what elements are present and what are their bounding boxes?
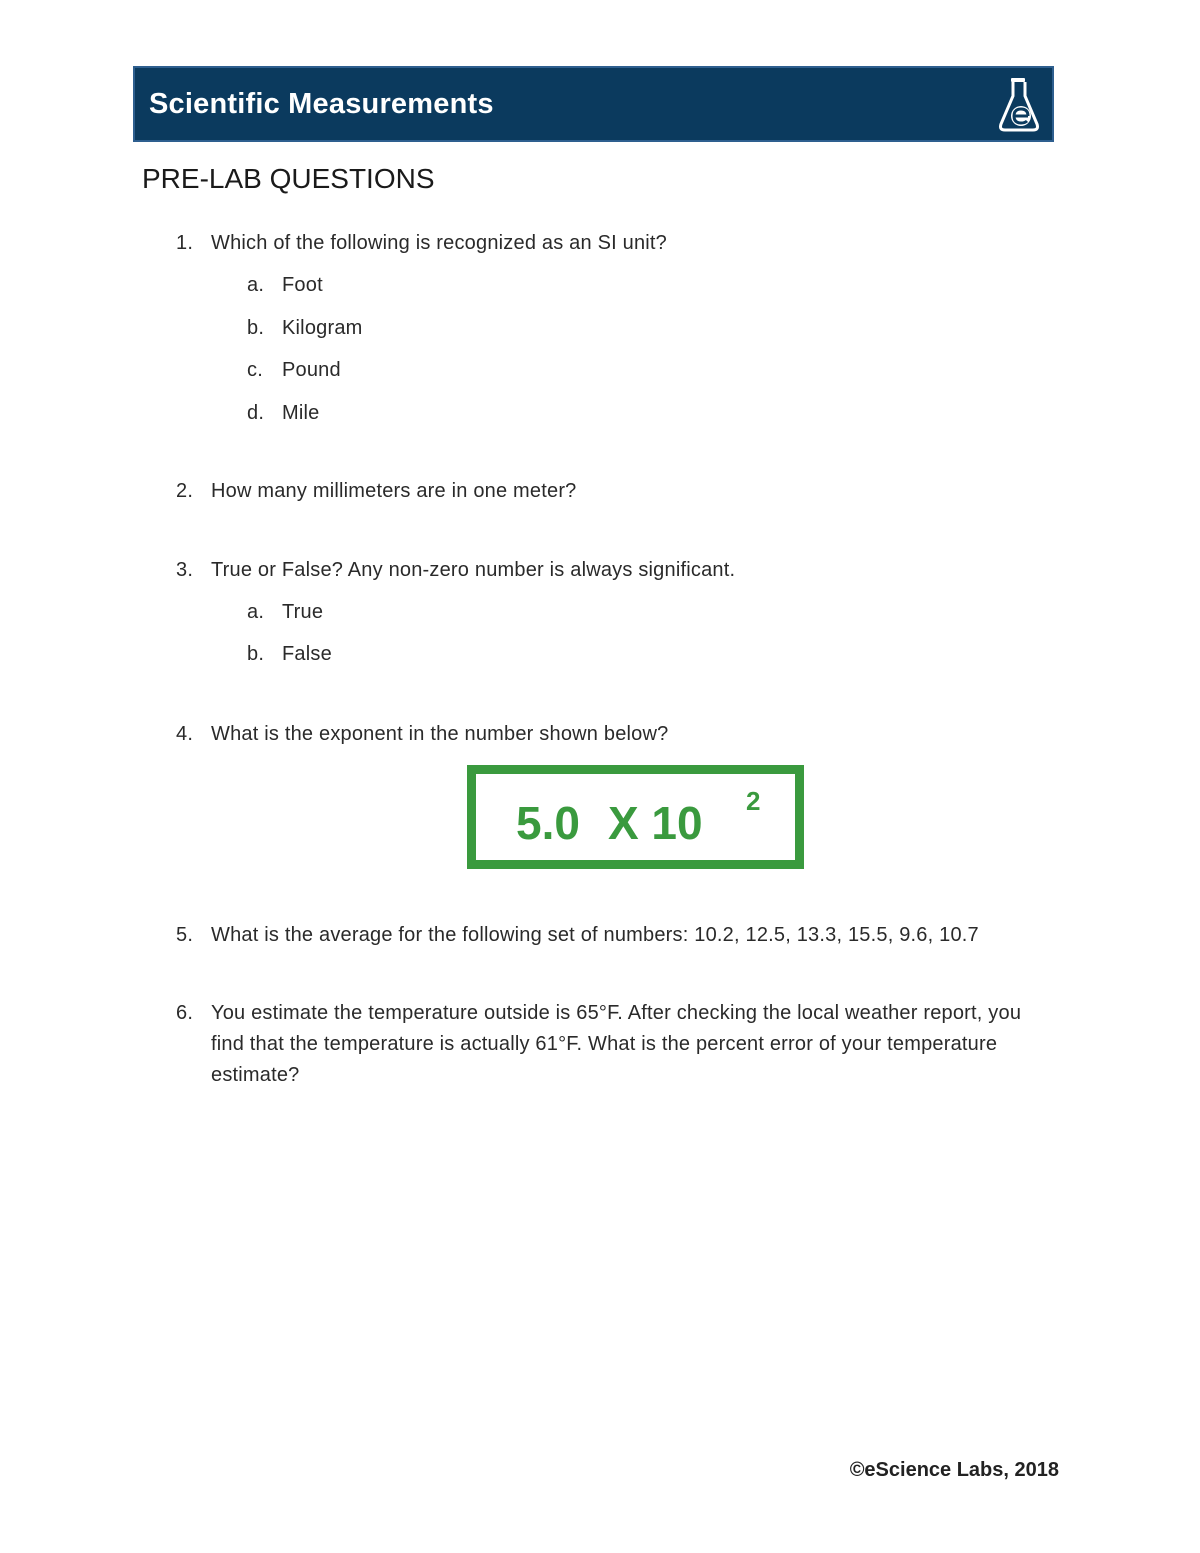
option-letter: a.	[247, 274, 265, 296]
option-label: Mile	[282, 402, 320, 424]
coefficient: 5.0	[516, 797, 580, 849]
option-letter: d.	[247, 402, 265, 424]
question-number: 3.	[176, 559, 194, 581]
option-letter: c.	[247, 359, 263, 381]
question-number: 6.	[176, 1002, 194, 1024]
question-text: You estimate the temperature outside is 65°F. After checking the local weather report, you find that the temperature is actually 61°F. What is the percent error of your temperature estimate?	[211, 1002, 1022, 1086]
header-banner	[133, 66, 1054, 142]
flask-e-logo-icon	[996, 76, 1042, 134]
option-label: False	[282, 643, 332, 665]
question-text: Which of the following is recognized as an SI unit?	[211, 232, 668, 254]
question-text: True or False? Any non-zero number is always significant.	[211, 559, 736, 581]
option-label: Pound	[282, 359, 341, 381]
question-number: 4.	[176, 723, 194, 745]
copyright-footer: ©eScience Labs, 2018	[849, 1459, 1059, 1481]
scientific-notation-value	[516, 796, 703, 850]
scientific-notation-figure	[467, 765, 804, 869]
section-title: PRE-LAB QUESTIONS	[142, 163, 435, 194]
option-letter: b.	[247, 643, 265, 665]
option-letter: a.	[247, 601, 265, 623]
times-sign: X	[607, 797, 639, 849]
option-label: Foot	[282, 274, 323, 296]
question-text: What is the average for the following set of numbers: 10.2, 12.5, 13.3, 15.5, 9.6, 10.7	[211, 924, 979, 946]
base: 10	[651, 797, 703, 849]
option-letter: b.	[247, 317, 265, 339]
option-label: Kilogram	[282, 317, 363, 339]
question-text: How many millimeters are in one meter?	[211, 480, 577, 502]
exponent: 2	[746, 786, 761, 816]
question-number: 1.	[176, 232, 194, 254]
question-number: 5.	[176, 924, 194, 946]
document-title: Scientific Measurements	[149, 88, 494, 120]
question-number: 2.	[176, 480, 194, 502]
question-text: What is the exponent in the number shown below?	[211, 723, 669, 745]
option-label: True	[282, 601, 324, 623]
